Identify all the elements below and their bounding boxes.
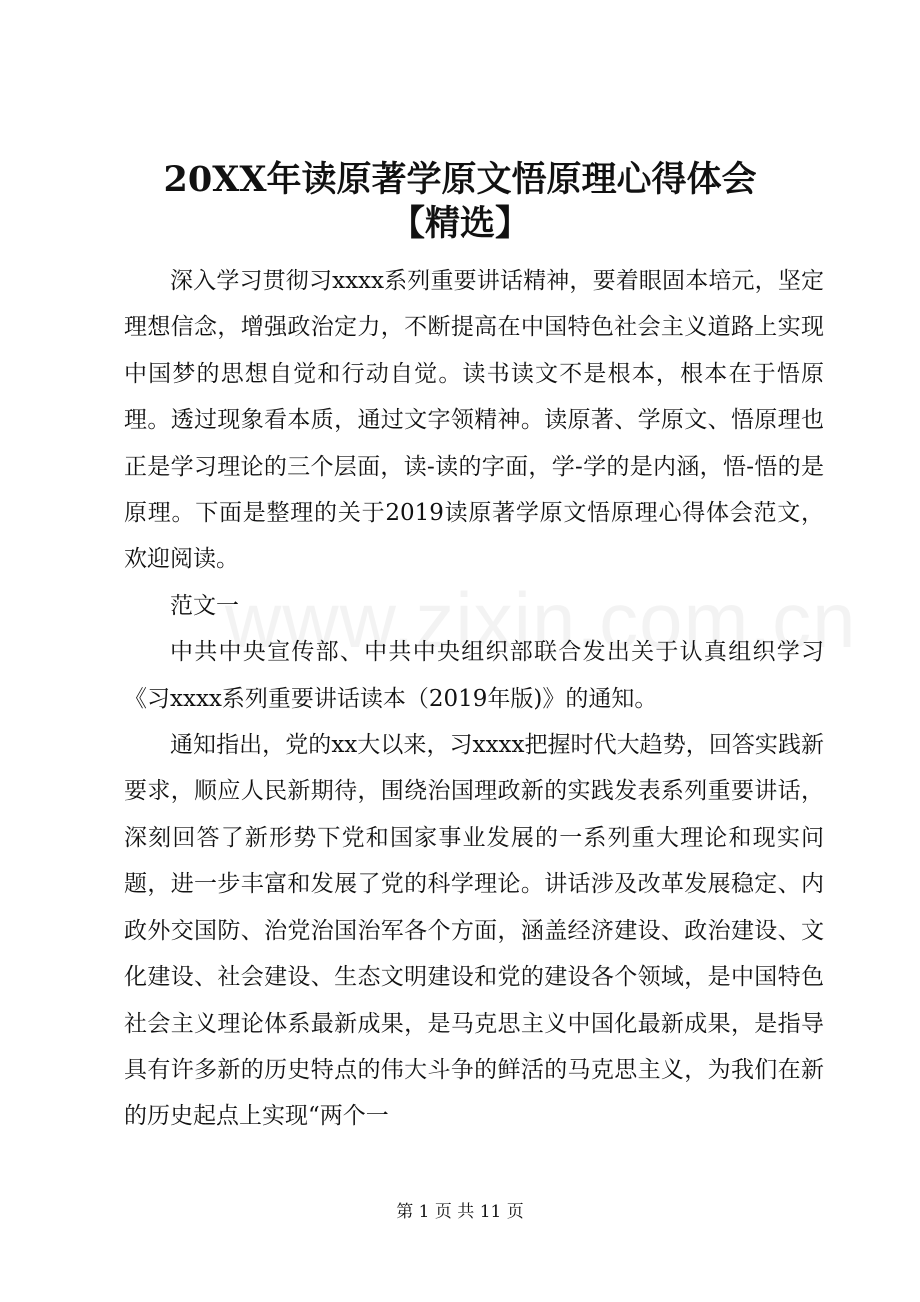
page-footer: 第 1 页 共 11 页 [396, 1202, 524, 1222]
document-title: 20XX年读原著学原文悟原理心得体会【精选】 [163, 159, 757, 244]
paragraph-sample-heading: 范文一 [170, 592, 239, 619]
paragraph-notice-detail: 通知指出，党的xx大以来，习xxxx把握时代大趋势，回答实践新要求，顺应人民新期待，围绕治国理政新的实践发表系列重要讲话，深刻回答了新形势下党和国家事业发展的一系列重大理论和现实问题，进一步丰富和发展了党的科学理论。讲话涉及改革发展稳定、内政外交国防、治党治国治军各个方面，涵盖经济建设、政治建设、文化建设、社会建设、生态文明建设和党的建设各个领域，是中国特色社会主义理论体系最新成果，是马克思主义中国化最新成果，是指导具有许多新的历史特点的伟大斗争的鲜活的马克思主义，为我们在新的历史起点上实现“两个一 [124, 732, 824, 1130]
document-body [124, 258, 824, 1140]
paragraph-notice: 中共中央宣传部、中共中央组织部联合发出关于认真组织学习《习xxxx系列重要讲话读本（2019年版)》的通知。 [124, 639, 824, 712]
paragraph-intro: 深入学习贯彻习xxxx系列重要讲话精神，要着眼固本培元，坚定理想信念，增强政治定力，不断提高在中国特色社会主义道路上实现中国梦的思想自觉和行动自觉。读书读文不是根本，根本在于悟原理。透过现象看本质，通过文字领精神。读原著、学原文、悟原理也正是学习理论的三个层面，读-读的字面，学-学的是内涵，悟-悟的是原理。下面是整理的关于2019读原著学原文悟原理心得体会范文，欢迎阅读。 [124, 268, 824, 573]
